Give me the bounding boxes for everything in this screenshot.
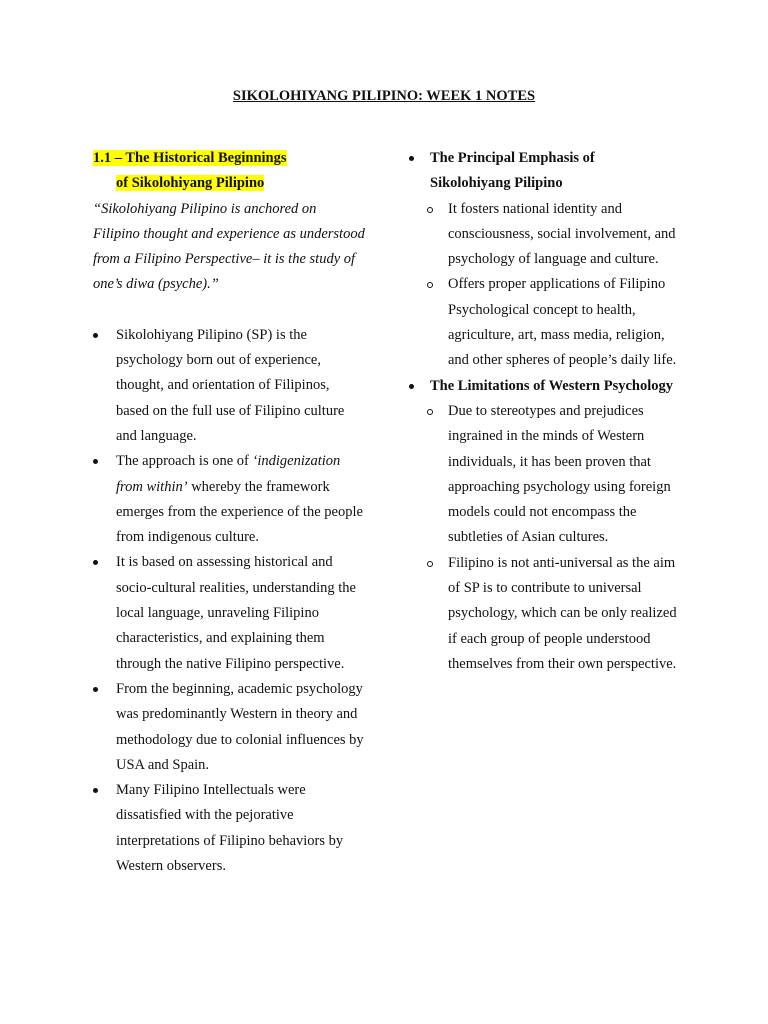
principal-emphasis-list [405,197,677,374]
sub-bullet-item: It fosters national identity and consciousness, social involvement, and psychology of language and culture. [405,197,677,273]
section-heading-line-2: of Sikolohiyang Pilipino [116,175,265,192]
definition-quote: “Sikolohiyang Pilipino is anchored on Filipino thought and experience as understood from a Filipino Perspective– it is the study of one’s diwa (psyche).” [93,200,365,293]
bullet-item: Many Filipino Intellectuals were dissatisfied with the pejorative interpretations of Filipino behaviors by Western observers. [93,778,365,879]
sub-bullet-item: Filipino is not anti-universal as the aim of SP is to contribute to universal psychology, which can be only realized if each group of people understood themselves from their own perspective. [405,551,677,677]
section-heading-western-limitations: The Limitations of Western Psychology [405,374,677,399]
document-title: SIKOLOHIYANG PILIPINO: WEEK 1 NOTES [232,88,536,104]
indigenization-term: ‘indigenization from within’ [116,453,341,495]
bullet-item-indigenization [93,449,365,550]
western-limitations-list [405,399,677,677]
section-heading-principal-emphasis: The Principal Emphasis of Sikolohiyang Pilipino [405,146,677,197]
bullet-item: It is based on assessing historical and socio-cultural realities, understanding the local language, unraveling Filipino characteristics, and explaining them through the native Filipino perspective. [93,550,365,676]
bullet-item: From the beginning, academic psychology was predominantly Western in theory and methodology due to colonial influences by USA and Spain. [93,677,365,778]
sub-bullet-item: Offers proper applications of Filipino Psychological concept to health, agriculture, art, mass media, religion, and other spheres of people’s daily life. [405,272,677,373]
left-bullet-list [93,323,365,880]
right-column [405,146,677,677]
bullet-text: whereby the framework emerges from the experience of the people from indigenous culture. [116,478,363,546]
section-heading-line-1: 1.1 – The Historical Beginnings [93,150,287,166]
sub-bullet-item: Due to stereotypes and prejudices ingrained in the minds of Western individuals, it has been proven that approaching psychology using foreign models could not encompass the subtleties of Asian cultures. [405,399,677,551]
section-heading-historical-beginnings [93,146,365,197]
left-column [93,146,365,879]
bullet-item: Sikolohiyang Pilipino (SP) is the psychology born out of experience, thought, and orientation of Filipinos, based on the full use of Filipino culture and language. [93,323,365,449]
bullet-text: The approach is one of [116,453,253,470]
